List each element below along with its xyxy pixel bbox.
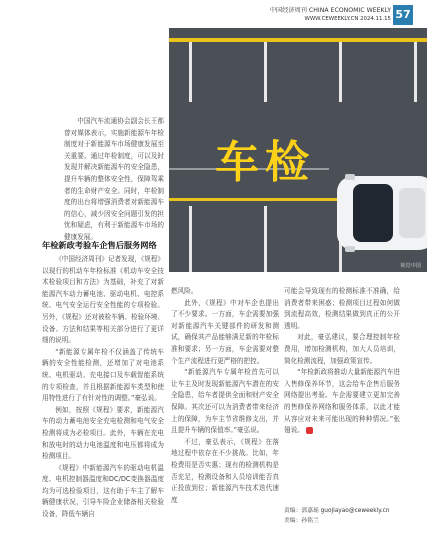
- paragraph: 燃风险。: [171, 287, 198, 295]
- section-heading: 年检新政考验车企售后服务网络: [42, 240, 157, 250]
- paragraph: 可能会导致现有的检测标准不准确，给消费者带来困惑；检测项目过程如何做到流程高效，检测结果做到真正的公开透明。: [284, 287, 400, 330]
- end-of-article-icon: [306, 427, 313, 434]
- credits: [284, 506, 390, 526]
- quote-text: “年检新政将推动大量新能源汽车进入售修保养环节，这会给车企售后服务网络提出考验。车企需要建立更加完善的售修保养网络和服务体系，以此才能从容应对未来可能出现的种种情况。”张翅说。: [284, 368, 400, 435]
- designer-credit: 美编：孙铭兰: [284, 518, 319, 524]
- editor-credit: 责编：郭嘉瑶 guojiayao@ceweekly.cn: [284, 508, 390, 514]
- car-icon: [337, 174, 427, 252]
- paragraph: 此外，《规程》中对车企也提出了不少要求。一方面，车企需要加强对新能源汽车关键部件的研发和测试，确保其产品能够满足新的年检标准和要求；另一方面，车企需要对整个生产流程进行更严格的把控。: [171, 298, 279, 365]
- paragraph: “新能源汽车专属年检首先可以让车主及时发现新能源汽车潜在的安全隐患，给车者提供全面和财产安全保障。其次还可以为消费者带来经济上的保障，为车主节省维修支出，并且提升车辆的保值率。”豪弘说。: [171, 368, 279, 435]
- road-stripe: [169, 38, 427, 42]
- paragraph: 中国汽车流通协会副会长王都曾对媒体表示，实施新能源车年检制度对于新能源车市场健康发展至关重要。通过年检制度，可以及时发现并解决新能源车的安全隐患，提升车辆的整体安全性，保障驾乘者的生命财产安全。同时，年检制度的出台将增强消费者对新能源车的信心，减少因安全问题引发的担忧和疑虑，有利于新能源车市场的健康发展。: [64, 117, 164, 241]
- magazine-title: 中国经济周刊 CHINA ECONOMIC WEEKLY: [269, 7, 391, 14]
- quote-attribution: 豪弘说。: [134, 394, 161, 403]
- page-number: 57: [393, 5, 413, 25]
- paragraph: 《规程》中新能源汽车的驱动电机温度、电机控制器温度和DC/DC变换器温度均为可选检验项目，这有助于车主了解车辆健康状况，引导车险企业储备相关检验设备，降低车辆自: [42, 463, 164, 519]
- paragraph: 例如，按照《规程》要求，新能源汽车的动力蓄电池安全充电检测和电气安全检测将成为必检项目。此外，车辆在充电和放电时的动力电池温度和电压都将成为检测项目。: [42, 405, 164, 461]
- paragraph: [42, 347, 164, 405]
- column-intro: [64, 116, 164, 244]
- column-left: [42, 234, 164, 521]
- column-right: [284, 286, 400, 437]
- paragraph: 《中国经济周刊》记者发现，《规程》以现行的机动车年检标准《机动车安全技术检验项目和方法》为基础，补充了对新能源汽车动力蓄电池、驱动电机、电控系统、电气安全运行安全性能的专项检验。另外，《规程》还对被检车辆、检验环境、设备、方法和结果等相关部分进行了更详细的说明。: [42, 255, 164, 345]
- feature-photo: [169, 28, 427, 272]
- photo-headline: 车检: [215, 137, 315, 188]
- photo-credit: 视觉中国: [400, 263, 421, 269]
- website-and-date: WWW.CEWEEKLY.CN 2024.11.15: [304, 16, 391, 22]
- quote-text: “新能源专属年检不仅涵盖了传统车辆的安全性能检测，还增加了对电池系统、电机驱动、充电接口及车载智能系统的专项检查，并且根据新能源车类型和使用特性进行了有针对性的调整。”: [42, 347, 164, 403]
- paragraph: 不过，豪弘表示，《规程》在落地过程中依存在不少挑战。比如，年检费用是否实惠；现有的检测机构是否充足，检测设备和人员培训能否真正投放到位；新能源汽车技术迭代速度: [171, 437, 279, 504]
- paragraph: 对此，豪弘建议，要合理控制年检费用，增加检测机构，加大人员培训，简化检测流程，加强政策宣传。: [284, 333, 400, 365]
- masthead: [270, 6, 391, 24]
- paragraph: [284, 367, 400, 437]
- column-middle: [171, 286, 279, 506]
